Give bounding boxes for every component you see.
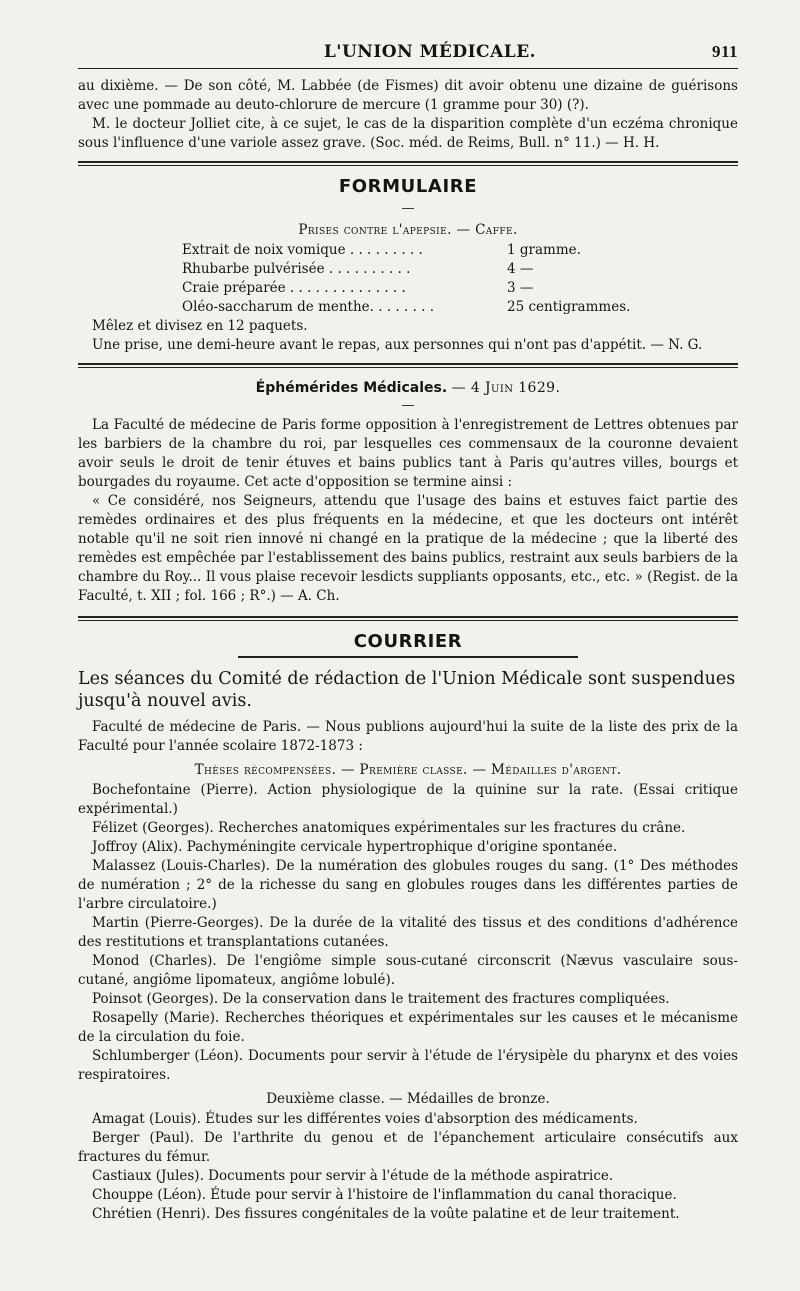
recipe-row xyxy=(78,260,738,279)
running-head xyxy=(78,42,738,62)
list-item: Monod (Charles). De l'engiôme simple sous-cutané circonscrit (Nævus vasculaire sous-cutané, angiôme lipomateux, angiôme lobulé). xyxy=(78,953,738,988)
ephemerides-date: — 4 Juin 1629. xyxy=(451,380,561,396)
ingredient-name: Oléo-saccharum de menthe. . . . . . . . xyxy=(182,299,435,315)
recipe-instruction-1: Mêlez et divisez en 12 paquets. xyxy=(92,318,308,334)
courrier-title: COURRIER xyxy=(353,631,463,652)
list-item: Félizet (Georges). Recherches anatomiques expérimentales sur les fractures du crâne. xyxy=(92,820,686,836)
faculte-announcement: Faculté de médecine de Paris. — Nous publions aujourd'hui la suite de la liste des prix de la Faculté pour l'année scolaire 1872-1873 : xyxy=(78,719,738,754)
list-item: Schlumberger (Léon). Documents pour servir à l'étude de l'érysipèle du pharynx et des voies respiratoires. xyxy=(78,1048,738,1083)
list-item: Chrétien (Henri). Des fissures congénitales de la voûte palatine et de leur traitement. xyxy=(92,1206,680,1222)
recipe-list xyxy=(78,241,738,317)
courrier-rule xyxy=(238,656,578,658)
recipe-title: Prises contre l'apepsie. — Caffe. xyxy=(298,222,518,238)
list-item: Poinsot (Georges). De la conservation dans le traitement des fractures compliquées. xyxy=(92,991,670,1007)
ephemerides-paragraph-1: La Faculté de médecine de Paris forme opposition à l'enregistrement de Lettres obtenues par les barbiers de la chambre du roi, par lesquelles ces commensaux de la couronne devaient avoir seuls le droit de tenir étuves et bains publics tant à Paris qu'autres villes, bourgs et bourgades du royaume. Cet acte d'opposition se termine ainsi : xyxy=(78,417,738,490)
second-class-list xyxy=(78,1110,738,1224)
list-item: Chouppe (Léon). Étude pour servir à l'histoire de l'inflammation du canal thoracique. xyxy=(92,1187,677,1203)
section-divider xyxy=(78,363,738,368)
list-item: Berger (Paul). De l'arthrite du genou et de l'épanchement articulaire consécutifs aux fractures du fémur. xyxy=(78,1130,738,1165)
intro-paragraph-2: M. le docteur Jolliet cite, à ce sujet, le cas de la disparition complète d'un eczéma chronique sous l'influence d'une variole assez grave. (Soc. méd. de Reims, Bull. n° 11.) — H. H. xyxy=(78,116,738,151)
ingredient-name: Extrait de noix vomique . . . . . . . . . xyxy=(182,242,423,258)
list-item: Malassez (Louis-Charles). De la numération des globules rouges du sang. (1° Des méthodes de numération ; 2° de la richesse du sang en globules rouges dans les différentes parties de l'arbre circulatoire.) xyxy=(78,858,738,912)
first-class-list xyxy=(78,781,738,1085)
ephemerides-dash: — xyxy=(401,398,415,413)
section-divider xyxy=(78,161,738,166)
section-divider xyxy=(78,616,738,621)
ingredient-name: Rhubarbe pulvérisée . . . . . . . . . . xyxy=(182,261,411,277)
formulaire-title: FORMULAIRE xyxy=(338,176,478,197)
ingredient-qty: 4 — xyxy=(507,261,534,277)
intro-block xyxy=(78,77,738,153)
ingredient-name: Craie préparée . . . . . . . . . . . . . . xyxy=(182,280,406,296)
theses-heading: Thèses récompensées. — Première classe. — Médailles d'argent. xyxy=(194,762,622,778)
recipe-row xyxy=(78,241,738,260)
document-page xyxy=(78,42,738,1224)
ephemerides-paragraph-2: « Ce considéré, nos Seigneurs, attendu que l'usage des bains et estuves faict partie des remèdes ordinaires et des plus fréquents en la médecine, et que les docteurs ont intérêt notable qu'il ne soit rien innové ni changé en la pratique de la médecine ; que la liberté des remèdes est empêchée par l'establissement des bains publics, restraint aux seuls barbiers de la chambre du Roy... Il vous plaise recevoir lesdicts suppliants opposants, etc., etc. » (Regist. de la Faculté, t. XII ; fol. 166 ; R°.) — A. Ch. xyxy=(78,493,738,604)
courrier-lead: Les séances du Comité de rédaction de l'Union Médicale sont suspendues jusqu'à nouvel avis. xyxy=(78,669,736,711)
ephemerides-heading xyxy=(78,380,738,396)
ingredient-qty: 3 — xyxy=(507,280,534,296)
list-item: Joffroy (Alix). Pachyméningite cervicale hypertrophique d'origine spontanée. xyxy=(92,839,618,855)
list-item: Rosapelly (Marie). Recherches théoriques et expérimentales sur les causes et le mécanisme de la circulation du foie. xyxy=(78,1010,738,1045)
journal-title: L'UNION MÉDICALE. xyxy=(323,42,537,62)
header-rule xyxy=(78,68,738,69)
ephemerides-title: Éphémérides Médicales. xyxy=(255,380,448,396)
list-item: Bochefontaine (Pierre). Action physiologique de la quinine sur la rate. (Essai critique expérimental.) xyxy=(78,782,738,817)
ingredient-qty: 25 centigrammes. xyxy=(507,299,631,315)
recipe-row xyxy=(78,298,738,317)
list-item: Castiaux (Jules). Documents pour servir à l'étude de la méthode aspiratrice. xyxy=(92,1168,614,1184)
formulaire-dash: — xyxy=(401,201,415,216)
page-number: 911 xyxy=(711,42,738,61)
ingredient-qty: 1 gramme. xyxy=(507,242,581,258)
list-item: Amagat (Louis). Études sur les différentes voies d'absorption des médicaments. xyxy=(92,1111,638,1127)
recipe-row xyxy=(78,279,738,298)
intro-paragraph-1: au dixième. — De son côté, M. Labbée (de Fismes) dit avoir obtenu une dizaine de guérisons avec une pommade au deuto-chlorure de mercure (1 gramme pour 30) (?). xyxy=(78,78,738,113)
list-item: Martin (Pierre-Georges). De la durée de la vitalité des tissus et des conditions d'adhérence des restitutions et transplantations cutanées. xyxy=(78,915,738,950)
recipe-instruction-2: Une prise, une demi-heure avant le repas, aux personnes qui n'ont pas d'appétit. — N. G. xyxy=(92,337,703,353)
second-class-heading: Deuxième classe. — Médailles de bronze. xyxy=(266,1091,550,1107)
